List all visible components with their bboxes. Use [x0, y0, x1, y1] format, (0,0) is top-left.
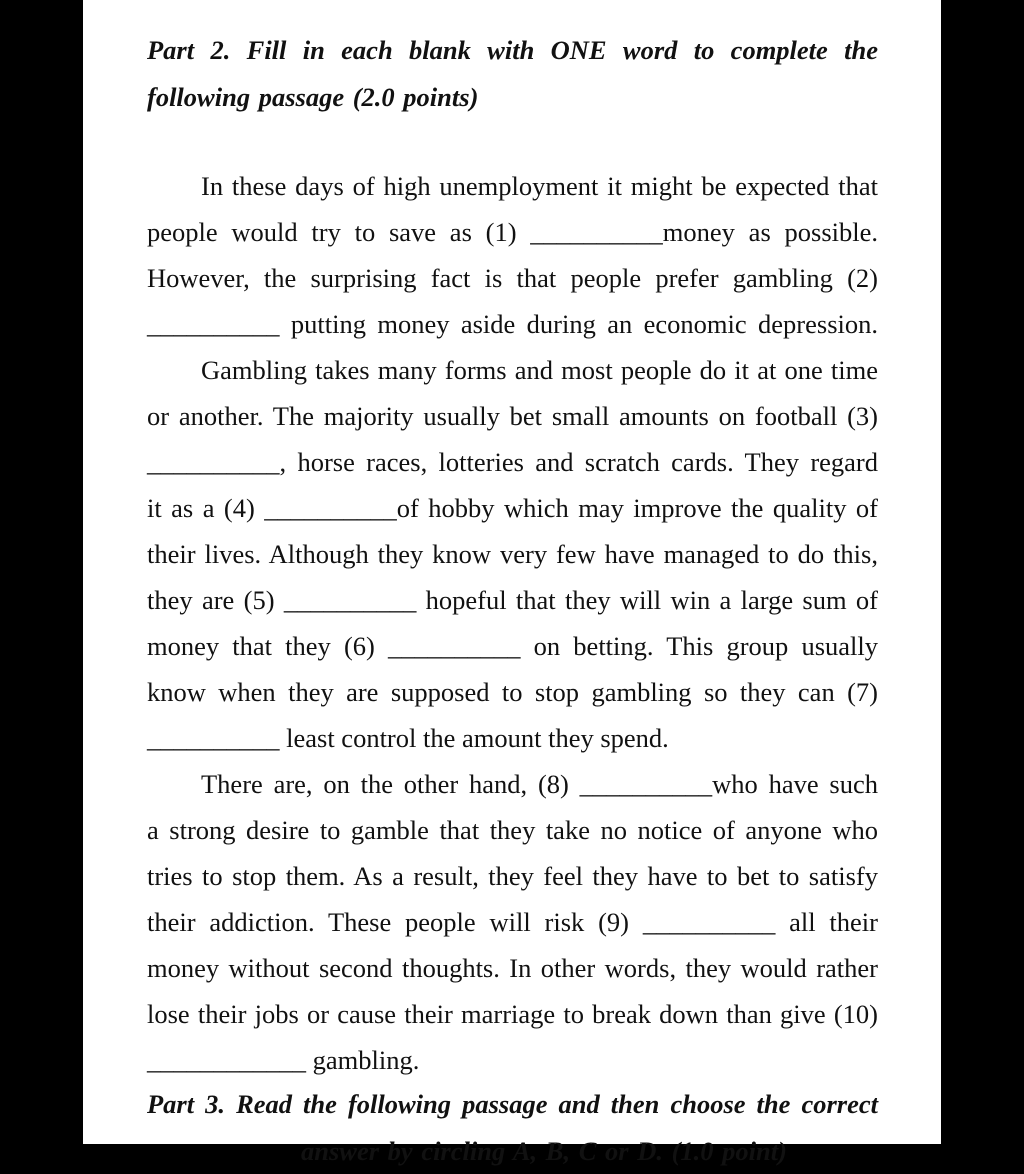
- part2-heading-line1: Part 2. Fill in each blank with ONE word to complete the: [147, 35, 878, 65]
- passage-line: they are (5) __________ hopeful that they will win a large sum of: [147, 585, 878, 615]
- passage-line: people would try to save as (1) __________money as possible.: [147, 217, 878, 247]
- part3-heading-line2: answer by circling A, B, C or D. (1.0 point): [301, 1136, 787, 1166]
- passage-line: In these days of high unemployment it might be expected that: [201, 171, 878, 201]
- passage-line: know when they are supposed to stop gambling so they can (7): [147, 677, 878, 707]
- passage-line: their addiction. These people will risk (9) __________ all their: [147, 907, 878, 937]
- passage-line: their lives. Although they know very few have managed to do this,: [147, 539, 878, 569]
- passage-line: __________, horse races, lotteries and scratch cards. They regard: [147, 447, 878, 477]
- passage-line: money without second thoughts. In other words, they would rather: [147, 953, 878, 983]
- passage-line: lose their jobs or cause their marriage to break down than give (10): [147, 999, 878, 1029]
- passage-line: However, the surprising fact is that people prefer gambling (2): [147, 263, 878, 293]
- passage-line: it as a (4) __________of hobby which may improve the quality of: [147, 493, 878, 523]
- document-page: [83, 0, 941, 1166]
- passage-line: __________ least control the amount they spend.: [147, 723, 669, 753]
- passage-line: ____________ gambling.: [147, 1045, 420, 1075]
- passage-line: money that they (6) __________ on betting. This group usually: [147, 631, 878, 661]
- passage-line: tries to stop them. As a result, they feel they have to bet to satisfy: [147, 861, 878, 891]
- part2-heading-line2: following passage (2.0 points): [147, 82, 479, 112]
- passage-line: __________ putting money aside during an economic depression.: [147, 309, 878, 339]
- passage-line: a strong desire to gamble that they take no notice of anyone who: [147, 815, 878, 845]
- passage-line: There are, on the other hand, (8) __________who have such: [201, 769, 878, 799]
- part3-heading-line1: Part 3. Read the following passage and then choose the correct: [147, 1089, 878, 1119]
- passage-line: or another. The majority usually bet small amounts on football (3): [147, 401, 878, 431]
- passage-line: Gambling takes many forms and most people do it at one time: [201, 355, 878, 385]
